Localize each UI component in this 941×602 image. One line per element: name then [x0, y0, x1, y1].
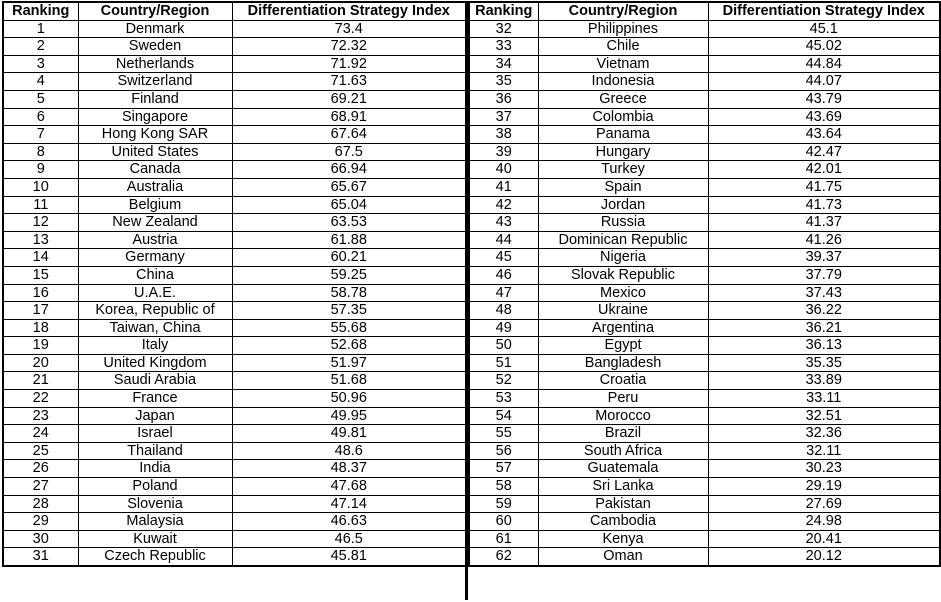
country-cell: Hungary [538, 143, 708, 161]
table-row [3, 231, 466, 249]
country-cell: France [78, 390, 232, 408]
country-cell: Sri Lanka [538, 478, 708, 496]
table-row [469, 302, 940, 320]
table-row [3, 249, 466, 267]
country-cell: Greece [538, 90, 708, 108]
rank-cell: 19 [3, 337, 78, 355]
table-row [469, 90, 940, 108]
table-row [469, 284, 940, 302]
country-cell: U.A.E. [78, 284, 232, 302]
country-cell: Saudi Arabia [78, 372, 232, 390]
country-cell: Japan [78, 407, 232, 425]
table-row [469, 143, 940, 161]
rank-cell: 49 [469, 319, 538, 337]
country-cell: Switzerland [78, 73, 232, 91]
rank-cell: 51 [469, 354, 538, 372]
rank-cell: 39 [469, 143, 538, 161]
rank-cell: 17 [3, 302, 78, 320]
country-cell: Russia [538, 214, 708, 232]
index-cell: 42.01 [708, 161, 940, 179]
index-cell: 46.5 [232, 530, 466, 548]
index-cell: 44.84 [708, 55, 940, 73]
country-cell: Dominican Republic [538, 231, 708, 249]
rank-cell: 36 [469, 90, 538, 108]
rank-cell: 29 [3, 513, 78, 531]
country-cell: Poland [78, 478, 232, 496]
country-cell: Vietnam [538, 55, 708, 73]
ranking-table-right [468, 1, 941, 567]
country-cell: Kuwait [78, 530, 232, 548]
country-cell: Cambodia [538, 513, 708, 531]
table-row [469, 214, 940, 232]
rank-cell: 2 [3, 38, 78, 56]
index-cell: 68.91 [232, 108, 466, 126]
country-cell: Sweden [78, 38, 232, 56]
index-cell: 27.69 [708, 495, 940, 513]
table-row [3, 143, 466, 161]
rank-cell: 27 [3, 478, 78, 496]
rank-cell: 7 [3, 126, 78, 144]
rank-cell: 6 [3, 108, 78, 126]
table-row [3, 337, 466, 355]
country-cell: Jordan [538, 196, 708, 214]
country-cell: Turkey [538, 161, 708, 179]
rank-cell: 62 [469, 548, 538, 566]
country-cell: Mexico [538, 284, 708, 302]
index-cell: 50.96 [232, 390, 466, 408]
table-row [3, 266, 466, 284]
index-cell: 73.4 [232, 20, 466, 38]
table-row [469, 372, 940, 390]
rank-cell: 60 [469, 513, 538, 531]
rank-cell: 22 [3, 390, 78, 408]
index-cell: 36.22 [708, 302, 940, 320]
country-cell: Colombia [538, 108, 708, 126]
rank-cell: 56 [469, 442, 538, 460]
rank-cell: 57 [469, 460, 538, 478]
index-cell: 41.37 [708, 214, 940, 232]
table-row [3, 20, 466, 38]
index-header: Differentiation Strategy Index [708, 2, 940, 20]
rank-cell: 30 [3, 530, 78, 548]
rank-cell: 53 [469, 390, 538, 408]
index-cell: 29.19 [708, 478, 940, 496]
rank-cell: 55 [469, 425, 538, 443]
table-row [3, 178, 466, 196]
index-cell: 47.68 [232, 478, 466, 496]
table-row [3, 55, 466, 73]
table-row [469, 20, 940, 38]
index-cell: 32.11 [708, 442, 940, 460]
rank-cell: 14 [3, 249, 78, 267]
index-cell: 35.35 [708, 354, 940, 372]
index-cell: 49.81 [232, 425, 466, 443]
rank-cell: 3 [3, 55, 78, 73]
country-cell: Italy [78, 337, 232, 355]
country-cell: Nigeria [538, 249, 708, 267]
country-cell: New Zealand [78, 214, 232, 232]
table-row [3, 354, 466, 372]
index-cell: 60.21 [232, 249, 466, 267]
table-row [3, 161, 466, 179]
index-cell: 58.78 [232, 284, 466, 302]
country-cell: Australia [78, 178, 232, 196]
index-cell: 49.95 [232, 407, 466, 425]
country-cell: Korea, Republic of [78, 302, 232, 320]
rank-cell: 12 [3, 214, 78, 232]
rank-cell: 10 [3, 178, 78, 196]
rank-cell: 5 [3, 90, 78, 108]
table-row [469, 231, 940, 249]
country-cell: Brazil [538, 425, 708, 443]
index-cell: 48.37 [232, 460, 466, 478]
table-row [3, 530, 466, 548]
country-cell: Philippines [538, 20, 708, 38]
table-row [469, 108, 940, 126]
index-cell: 47.14 [232, 495, 466, 513]
table-row [3, 372, 466, 390]
table-body-right [469, 20, 940, 566]
table-body-left [3, 20, 466, 566]
country-cell: Singapore [78, 108, 232, 126]
index-cell: 32.36 [708, 425, 940, 443]
rank-cell: 32 [469, 20, 538, 38]
table-row [469, 73, 940, 91]
rank-cell: 23 [3, 407, 78, 425]
country-cell: Austria [78, 231, 232, 249]
table-row [469, 161, 940, 179]
table-row [469, 530, 940, 548]
country-cell: Oman [538, 548, 708, 566]
table-row [469, 495, 940, 513]
index-cell: 51.68 [232, 372, 466, 390]
table-row [469, 407, 940, 425]
table-row [469, 337, 940, 355]
rank-cell: 24 [3, 425, 78, 443]
table-row [3, 425, 466, 443]
table-row [3, 319, 466, 337]
table-row [3, 284, 466, 302]
table-row [3, 548, 466, 566]
table-row [3, 390, 466, 408]
index-cell: 66.94 [232, 161, 466, 179]
country-cell: Slovenia [78, 495, 232, 513]
rank-cell: 45 [469, 249, 538, 267]
table-row [469, 548, 940, 566]
country-cell: India [78, 460, 232, 478]
rank-cell: 1 [3, 20, 78, 38]
index-cell: 71.92 [232, 55, 466, 73]
index-header: Differentiation Strategy Index [232, 2, 466, 20]
table-row [3, 460, 466, 478]
rank-cell: 47 [469, 284, 538, 302]
table-row [469, 266, 940, 284]
table-row [3, 442, 466, 460]
rank-cell: 38 [469, 126, 538, 144]
index-cell: 33.11 [708, 390, 940, 408]
header-row [3, 2, 466, 20]
index-cell: 43.64 [708, 126, 940, 144]
index-cell: 36.13 [708, 337, 940, 355]
table-row [3, 73, 466, 91]
country-cell: Peru [538, 390, 708, 408]
index-cell: 30.23 [708, 460, 940, 478]
rank-cell: 15 [3, 266, 78, 284]
rank-cell: 52 [469, 372, 538, 390]
country-cell: United Kingdom [78, 354, 232, 372]
index-cell: 52.68 [232, 337, 466, 355]
index-cell: 45.1 [708, 20, 940, 38]
table-row [469, 55, 940, 73]
table-row [469, 425, 940, 443]
index-cell: 67.64 [232, 126, 466, 144]
rank-cell: 48 [469, 302, 538, 320]
index-cell: 57.35 [232, 302, 466, 320]
ranking-table-left [2, 1, 467, 567]
header-row [469, 2, 940, 20]
rank-cell: 44 [469, 231, 538, 249]
rank-cell: 16 [3, 284, 78, 302]
country-cell: United States [78, 143, 232, 161]
country-cell: Guatemala [538, 460, 708, 478]
table-row [3, 214, 466, 232]
index-cell: 37.43 [708, 284, 940, 302]
index-cell: 44.07 [708, 73, 940, 91]
rank-cell: 58 [469, 478, 538, 496]
rank-cell: 41 [469, 178, 538, 196]
index-cell: 59.25 [232, 266, 466, 284]
country-header: Country/Region [538, 2, 708, 20]
rank-cell: 20 [3, 354, 78, 372]
country-cell: Indonesia [538, 73, 708, 91]
country-cell: Malaysia [78, 513, 232, 531]
table-row [3, 108, 466, 126]
country-cell: Hong Kong SAR [78, 126, 232, 144]
country-cell: Taiwan, China [78, 319, 232, 337]
country-cell: Germany [78, 249, 232, 267]
index-cell: 45.02 [708, 38, 940, 56]
country-cell: Thailand [78, 442, 232, 460]
rank-cell: 61 [469, 530, 538, 548]
index-cell: 61.88 [232, 231, 466, 249]
table-row [3, 495, 466, 513]
table-row [469, 354, 940, 372]
rank-cell: 26 [3, 460, 78, 478]
rank-cell: 28 [3, 495, 78, 513]
index-cell: 72.32 [232, 38, 466, 56]
rank-cell: 37 [469, 108, 538, 126]
country-cell: Canada [78, 161, 232, 179]
ranking-header: Ranking [3, 2, 78, 20]
country-cell: Argentina [538, 319, 708, 337]
table-row [3, 196, 466, 214]
rank-cell: 4 [3, 73, 78, 91]
table-row [469, 178, 940, 196]
table-row [3, 38, 466, 56]
table-row [3, 513, 466, 531]
table-row [469, 249, 940, 267]
table-row [3, 407, 466, 425]
ranking-header: Ranking [469, 2, 538, 20]
country-cell: Chile [538, 38, 708, 56]
rank-cell: 18 [3, 319, 78, 337]
country-cell: Belgium [78, 196, 232, 214]
rank-cell: 21 [3, 372, 78, 390]
table-row [469, 38, 940, 56]
index-cell: 43.69 [708, 108, 940, 126]
index-cell: 65.67 [232, 178, 466, 196]
rank-cell: 34 [469, 55, 538, 73]
rank-cell: 9 [3, 161, 78, 179]
index-cell: 20.12 [708, 548, 940, 566]
country-cell: Slovak Republic [538, 266, 708, 284]
index-cell: 51.97 [232, 354, 466, 372]
table-row [469, 460, 940, 478]
country-cell: Egypt [538, 337, 708, 355]
index-cell: 63.53 [232, 214, 466, 232]
index-cell: 43.79 [708, 90, 940, 108]
index-cell: 45.81 [232, 548, 466, 566]
country-cell: Czech Republic [78, 548, 232, 566]
index-cell: 20.41 [708, 530, 940, 548]
index-cell: 65.04 [232, 196, 466, 214]
index-cell: 55.68 [232, 319, 466, 337]
index-cell: 48.6 [232, 442, 466, 460]
rank-cell: 59 [469, 495, 538, 513]
rank-cell: 42 [469, 196, 538, 214]
rank-cell: 35 [469, 73, 538, 91]
ranking-document [2, 1, 939, 600]
table-row [469, 196, 940, 214]
rank-cell: 43 [469, 214, 538, 232]
index-cell: 37.79 [708, 266, 940, 284]
index-cell: 69.21 [232, 90, 466, 108]
country-cell: Netherlands [78, 55, 232, 73]
table-row [469, 478, 940, 496]
country-cell: Bangladesh [538, 354, 708, 372]
rank-cell: 46 [469, 266, 538, 284]
table-row [469, 126, 940, 144]
table-row [3, 302, 466, 320]
rank-cell: 25 [3, 442, 78, 460]
country-cell: China [78, 266, 232, 284]
table-row [3, 478, 466, 496]
rank-cell: 31 [3, 548, 78, 566]
index-cell: 67.5 [232, 143, 466, 161]
rank-cell: 40 [469, 161, 538, 179]
country-cell: Ukraine [538, 302, 708, 320]
index-cell: 39.37 [708, 249, 940, 267]
table-row [3, 90, 466, 108]
index-cell: 46.63 [232, 513, 466, 531]
country-cell: Kenya [538, 530, 708, 548]
index-cell: 41.26 [708, 231, 940, 249]
table-row [3, 126, 466, 144]
index-cell: 36.21 [708, 319, 940, 337]
index-cell: 71.63 [232, 73, 466, 91]
rank-cell: 50 [469, 337, 538, 355]
rank-cell: 54 [469, 407, 538, 425]
country-cell: Spain [538, 178, 708, 196]
table-row [469, 442, 940, 460]
country-cell: Israel [78, 425, 232, 443]
index-cell: 42.47 [708, 143, 940, 161]
rank-cell: 33 [469, 38, 538, 56]
country-cell: Finland [78, 90, 232, 108]
index-cell: 32.51 [708, 407, 940, 425]
table-row [469, 319, 940, 337]
country-cell: Panama [538, 126, 708, 144]
table-row [469, 513, 940, 531]
index-cell: 41.75 [708, 178, 940, 196]
country-cell: Croatia [538, 372, 708, 390]
country-cell: South Africa [538, 442, 708, 460]
rank-cell: 11 [3, 196, 78, 214]
country-header: Country/Region [78, 2, 232, 20]
index-cell: 24.98 [708, 513, 940, 531]
country-cell: Morocco [538, 407, 708, 425]
index-cell: 33.89 [708, 372, 940, 390]
table-row [469, 390, 940, 408]
country-cell: Pakistan [538, 495, 708, 513]
rank-cell: 8 [3, 143, 78, 161]
rank-cell: 13 [3, 231, 78, 249]
country-cell: Denmark [78, 20, 232, 38]
index-cell: 41.73 [708, 196, 940, 214]
